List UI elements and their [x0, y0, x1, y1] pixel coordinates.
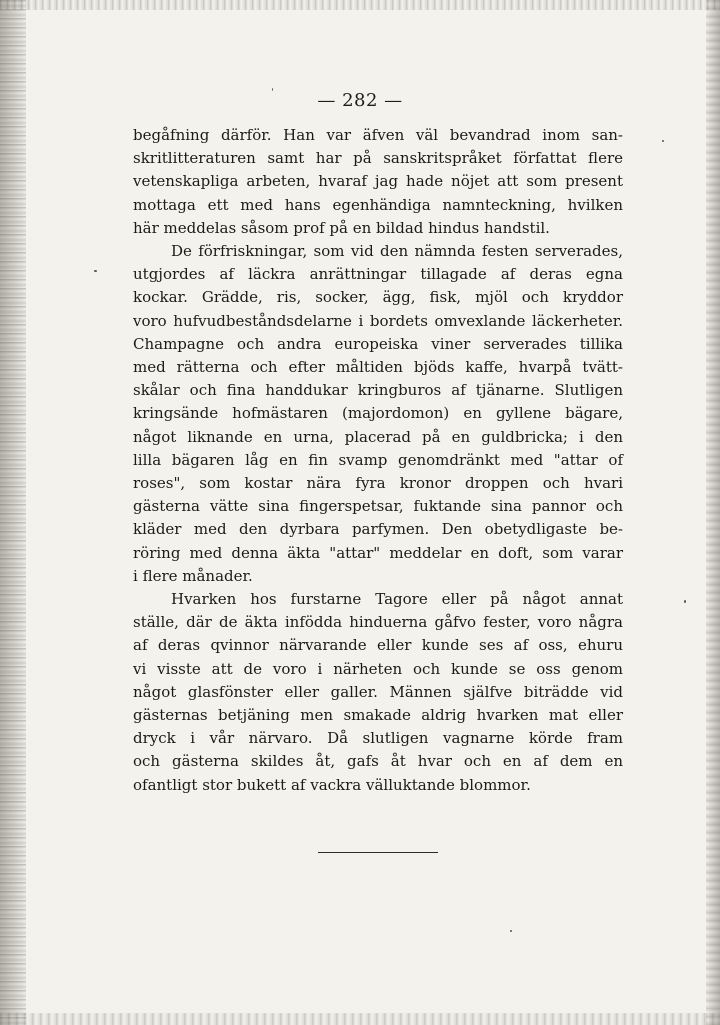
text-line: Champagne och andra europeiska viner serverades tillika: [133, 334, 623, 353]
text-line: röring med denna äkta "attar" meddelar en doft, som varar: [133, 543, 623, 562]
end-rule: [318, 852, 438, 853]
text-line: ofantligt stor bukett af vackra välluktande blommor.: [133, 775, 531, 794]
text-line: mottaga ett med hans egenhändiga namnteckning, hvilken: [133, 195, 623, 214]
text-line: Hvarken hos furstarne Tagore eller på något annat: [171, 590, 623, 609]
scan-edge-left: [0, 0, 26, 1025]
text-line: ställe, där de äkta infödda hinduerna gåfvo fester, voro några: [133, 613, 623, 632]
text-line: med rätterna och efter måltiden bjöds kaffe, hvarpå tvätt-: [133, 358, 623, 377]
scan-speck: [684, 600, 686, 603]
paragraph-2: [133, 240, 623, 588]
text-line: kläder med den dyrbara parfymen. Den obetydligaste be-: [133, 520, 623, 539]
paragraph-3: [133, 588, 623, 797]
text-line: skålar och fina handdukar kringburos af tjänarne. Slutligen: [133, 381, 623, 400]
scan-speck: [94, 270, 97, 272]
text-line: begåfning därför. Han var äfven väl bevandrad inom san-: [133, 126, 623, 144]
scan-edge-top: [0, 0, 720, 10]
scan-speck: [662, 140, 664, 142]
text-line: utgjordes af läckra anrättningar tillagade af deras egna: [133, 265, 623, 284]
text-line: gästerna vätte sina fingerspetsar, fuktande sina pannor och: [133, 497, 623, 516]
text-line: i flere månader.: [133, 566, 253, 585]
body-text: [133, 124, 623, 797]
paragraph-1: [133, 124, 623, 240]
page-number: — 282 —: [317, 90, 403, 111]
scan-edge-right: [706, 0, 720, 1025]
text-line: här meddelas såsom prof på en bildad hindus handstil.: [133, 218, 550, 237]
text-line: något glasfönster eller galler. Männen själfve biträdde vid: [133, 682, 623, 701]
text-line: något liknande en urna, placerad på en guldbricka; i den: [133, 427, 623, 446]
text-line: De förfriskningar, som vid den nämnda festen serverades,: [171, 242, 623, 261]
text-line: gästernas betjäning men smakade aldrig hvarken mat eller: [133, 706, 623, 725]
text-line: af deras qvinnor närvarande eller kunde ses af oss, ehuru: [133, 636, 623, 655]
scan-edge-bottom: [0, 1013, 720, 1025]
scan-speck: [510, 930, 512, 932]
text-line: och gästerna skildes åt, gafs åt hvar och en af dem en: [133, 752, 623, 771]
text-line: voro hufvudbeståndsdelarne i bordets omvexlande läckerheter.: [133, 311, 623, 330]
text-line: vi visste att de voro i närheten och kunde se oss genom: [133, 659, 623, 678]
text-line: skritlitteraturen samt har på sanskritspråket författat flere: [133, 149, 623, 168]
text-line: roses", som kostar nära fyra kronor droppen och hvari: [133, 474, 623, 493]
text-line: dryck i vår närvaro. Då slutligen vagnarne körde fram: [133, 729, 623, 748]
text-line: vetenskapliga arbeten, hvaraf jag hade nöjet att som present: [133, 172, 623, 191]
scan-speck: [272, 88, 273, 91]
text-line: kringsände hofmästaren (majordomon) en gyllene bägare,: [133, 404, 623, 423]
text-line: lilla bägaren låg en fin svamp genomdränkt med "attar of: [133, 450, 623, 469]
text-line: kockar. Grädde, ris, socker, ägg, fisk, mjöl och kryddor: [133, 288, 623, 307]
